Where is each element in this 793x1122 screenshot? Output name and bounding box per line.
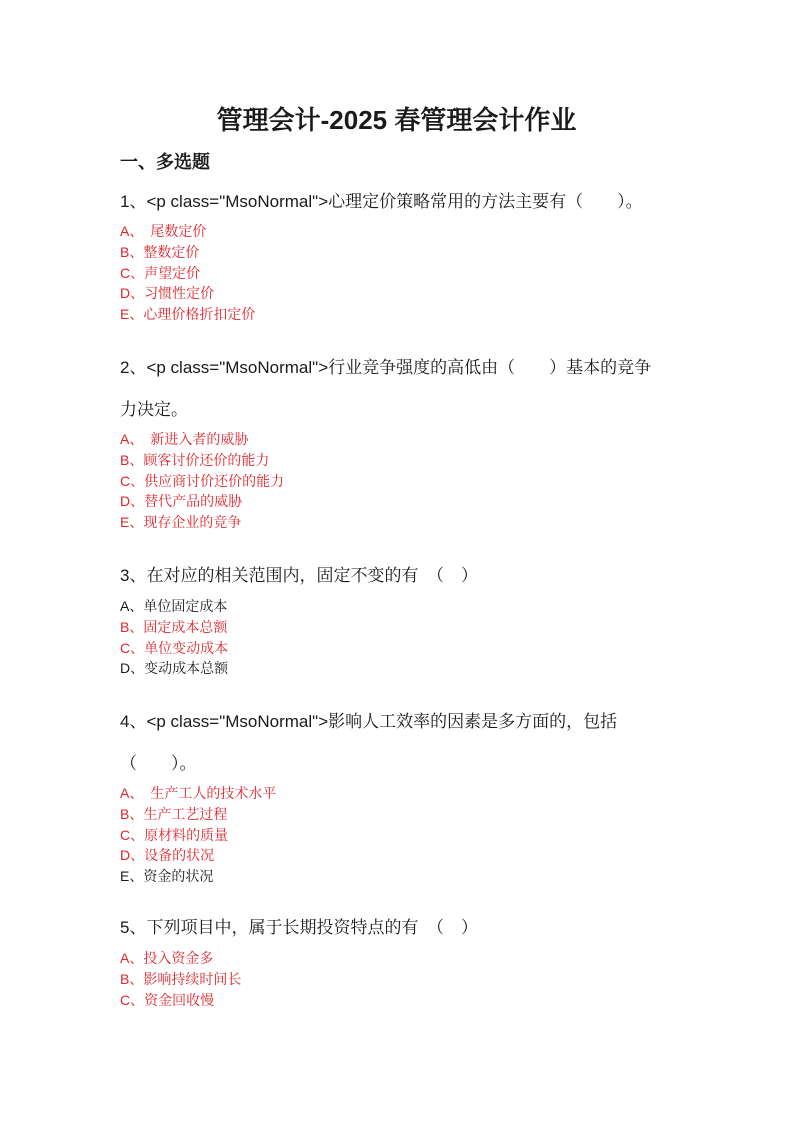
question-text: 3、在对应的相关范围内，固定不变的有 （ ） <box>120 566 478 585</box>
question-4 <box>120 712 617 774</box>
option: A、单位固定成本 <box>120 598 228 614</box>
option: C、声望定价 <box>120 264 201 281</box>
question-text-cont: （ ）。 <box>120 754 197 773</box>
option: D、习惯性定价 <box>120 285 215 302</box>
question-text-cont: 力决定。 <box>120 400 188 419</box>
option: B、顾客讨价还价的能力 <box>120 451 270 468</box>
question-text: 4、<p class="MsoNormal">影响人工效率的因素是多方面的，包括 <box>120 712 618 731</box>
option: B、生产工艺过程 <box>120 805 228 822</box>
option: A、 生产工人的技术水平 <box>120 785 277 801</box>
question-5-options <box>120 948 241 1010</box>
question-1-options <box>120 221 255 325</box>
option: D、设备的状况 <box>120 847 215 864</box>
option: C、单位变动成本 <box>120 639 229 656</box>
question-2 <box>120 358 651 420</box>
option: B、固定成本总额 <box>120 618 228 635</box>
option: A、 新进入者的威胁 <box>120 431 249 447</box>
option: E、资金的状况 <box>120 868 214 885</box>
option: E、心理价格折扣定价 <box>120 306 256 323</box>
option: B、整数定价 <box>120 243 200 260</box>
option: B、影响持续时间长 <box>120 970 242 987</box>
question-2-options <box>120 429 284 533</box>
question-text: 5、下列项目中，属于长期投资特点的有 （ ） <box>120 918 478 937</box>
question-4-options <box>120 783 276 887</box>
question-3-options <box>120 596 228 679</box>
option: C、资金回收慢 <box>120 991 215 1008</box>
section-heading: 一、多选题 <box>120 152 210 172</box>
question-3 <box>120 566 478 586</box>
option: C、原材料的质量 <box>120 826 229 843</box>
option: D、变动成本总额 <box>120 660 229 677</box>
option: D、替代产品的威胁 <box>120 493 243 510</box>
option: C、供应商讨价还价的能力 <box>120 472 285 489</box>
question-text: 1、<p class="MsoNormal">心理定价策略常用的方法主要有（ ）。 <box>120 192 643 211</box>
option: A、投入资金多 <box>120 950 214 966</box>
option: E、现存企业的竞争 <box>120 514 242 531</box>
question-5 <box>120 918 478 938</box>
question-text: 2、<p class="MsoNormal">行业竞争强度的高低由（ ）基本的竞争 <box>120 358 652 377</box>
option: A、 尾数定价 <box>120 223 207 239</box>
document-title: 管理会计-2025 春管理会计作业 <box>216 105 577 135</box>
question-1 <box>120 192 643 212</box>
